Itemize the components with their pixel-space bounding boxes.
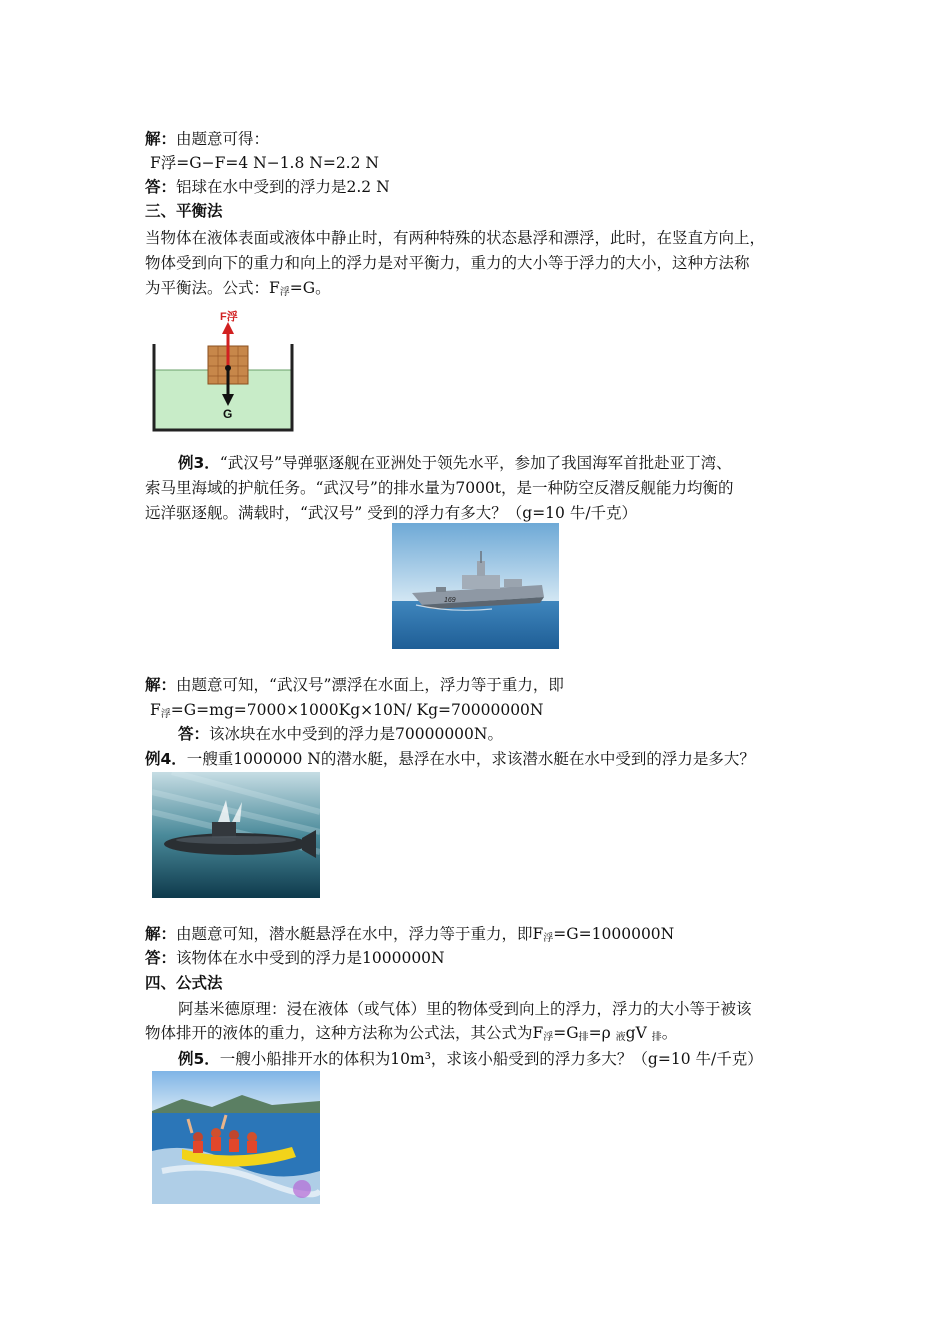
- solution-line: 解：由题意可知，“武汉号”漂浮在水面上，浮力等于重力，即: [145, 676, 564, 694]
- destroyer-ship-image: [392, 523, 559, 649]
- paragraph-line: 当物体在液体表面或液体中静止时，有两种特殊的状态悬浮和漂浮，此时，在竖直方向上，: [145, 229, 766, 247]
- submarine-image: [152, 772, 320, 898]
- example-3-line: 例3．“武汉号”导弹驱逐舰在亚洲处于领先水平，参加了我国海军首批赴亚丁湾、: [178, 454, 732, 472]
- example-4-line: 例4．一艘重1000000 N的潜水艇，悬浮在水中，求该潜水艇在水中受到的浮力是多大？: [145, 750, 755, 768]
- section-heading-balance: 三、平衡法: [145, 202, 223, 220]
- answer-label: 答：: [178, 725, 210, 743]
- paragraph-line: 物体受到向下的重力和向上的浮力是对平衡力，重力的大小等于浮力的大小，这种方法称: [145, 254, 750, 272]
- gravity-label: G: [223, 407, 233, 421]
- solution-line: [145, 128, 269, 150]
- buoyancy-force-label: F浮: [220, 311, 238, 323]
- solution-label: 解：: [145, 925, 177, 943]
- example-3-line: 索马里海域的护航任务。“武汉号”的排水量为7000t，是一种防空反潜反舰能力均衡的: [145, 479, 734, 497]
- answer-line: 答：该冰块在水中受到的浮力是70000000N。: [178, 725, 503, 743]
- paragraph-line: 物体排开的液体的重力，这种方法称为公式法，其公式为$F_浮=G_排=\rho$ $_液$gV $_排$。: [145, 1024, 678, 1043]
- answer-text: 铝球在水中受到的浮力是2.2 N: [176, 178, 390, 196]
- balance-diagram: [148, 308, 300, 434]
- solution-label: 解：: [145, 130, 177, 148]
- ship-number: 169: [444, 597, 456, 604]
- example-5-line: 例5．一艘小船排开水的体积为10m³，求该小船受到的浮力多大？（g=10 牛/千克）: [178, 1050, 763, 1068]
- paragraph-line: 阿基米德原理：浸在液体（或气体）里的物体受到向上的浮力，浮力的大小等于被该: [178, 1000, 752, 1018]
- example-3-line: 远洋驱逐舰。满载时，“武汉号” 受到的浮力有多大？（g=10 牛/千克）: [145, 504, 638, 522]
- solution-text: 由题意可得：: [176, 130, 270, 148]
- banana-boat-image: [152, 1071, 320, 1204]
- solution-label: 解：: [145, 676, 177, 694]
- example-4-label: 例4．: [145, 750, 187, 768]
- section-heading-formula: 四、公式法: [145, 974, 223, 992]
- answer-label: 答：: [145, 178, 177, 196]
- example-5-label: 例5．: [178, 1050, 220, 1068]
- solution-line: 解：由题意可知，潜水艇悬浮在水中，浮力等于重力，即$F_浮=G=1000000N$: [145, 925, 675, 944]
- answer-line: [145, 176, 390, 198]
- answer-line: 答：该物体在水中受到的浮力是1000000N: [145, 949, 445, 967]
- formula-line: F浮=G−F=4 N−1.8 N=2.2 N: [150, 154, 379, 172]
- formula-line: $F_浮=G=mg=7000\times 1000Kg\times 10N/$ Kg=70000000N: [150, 701, 544, 720]
- answer-label: 答：: [145, 949, 177, 967]
- paragraph-line: 为平衡法。公式：$F_浮=G$。: [145, 279, 331, 298]
- example-3-label: 例3．: [178, 454, 220, 472]
